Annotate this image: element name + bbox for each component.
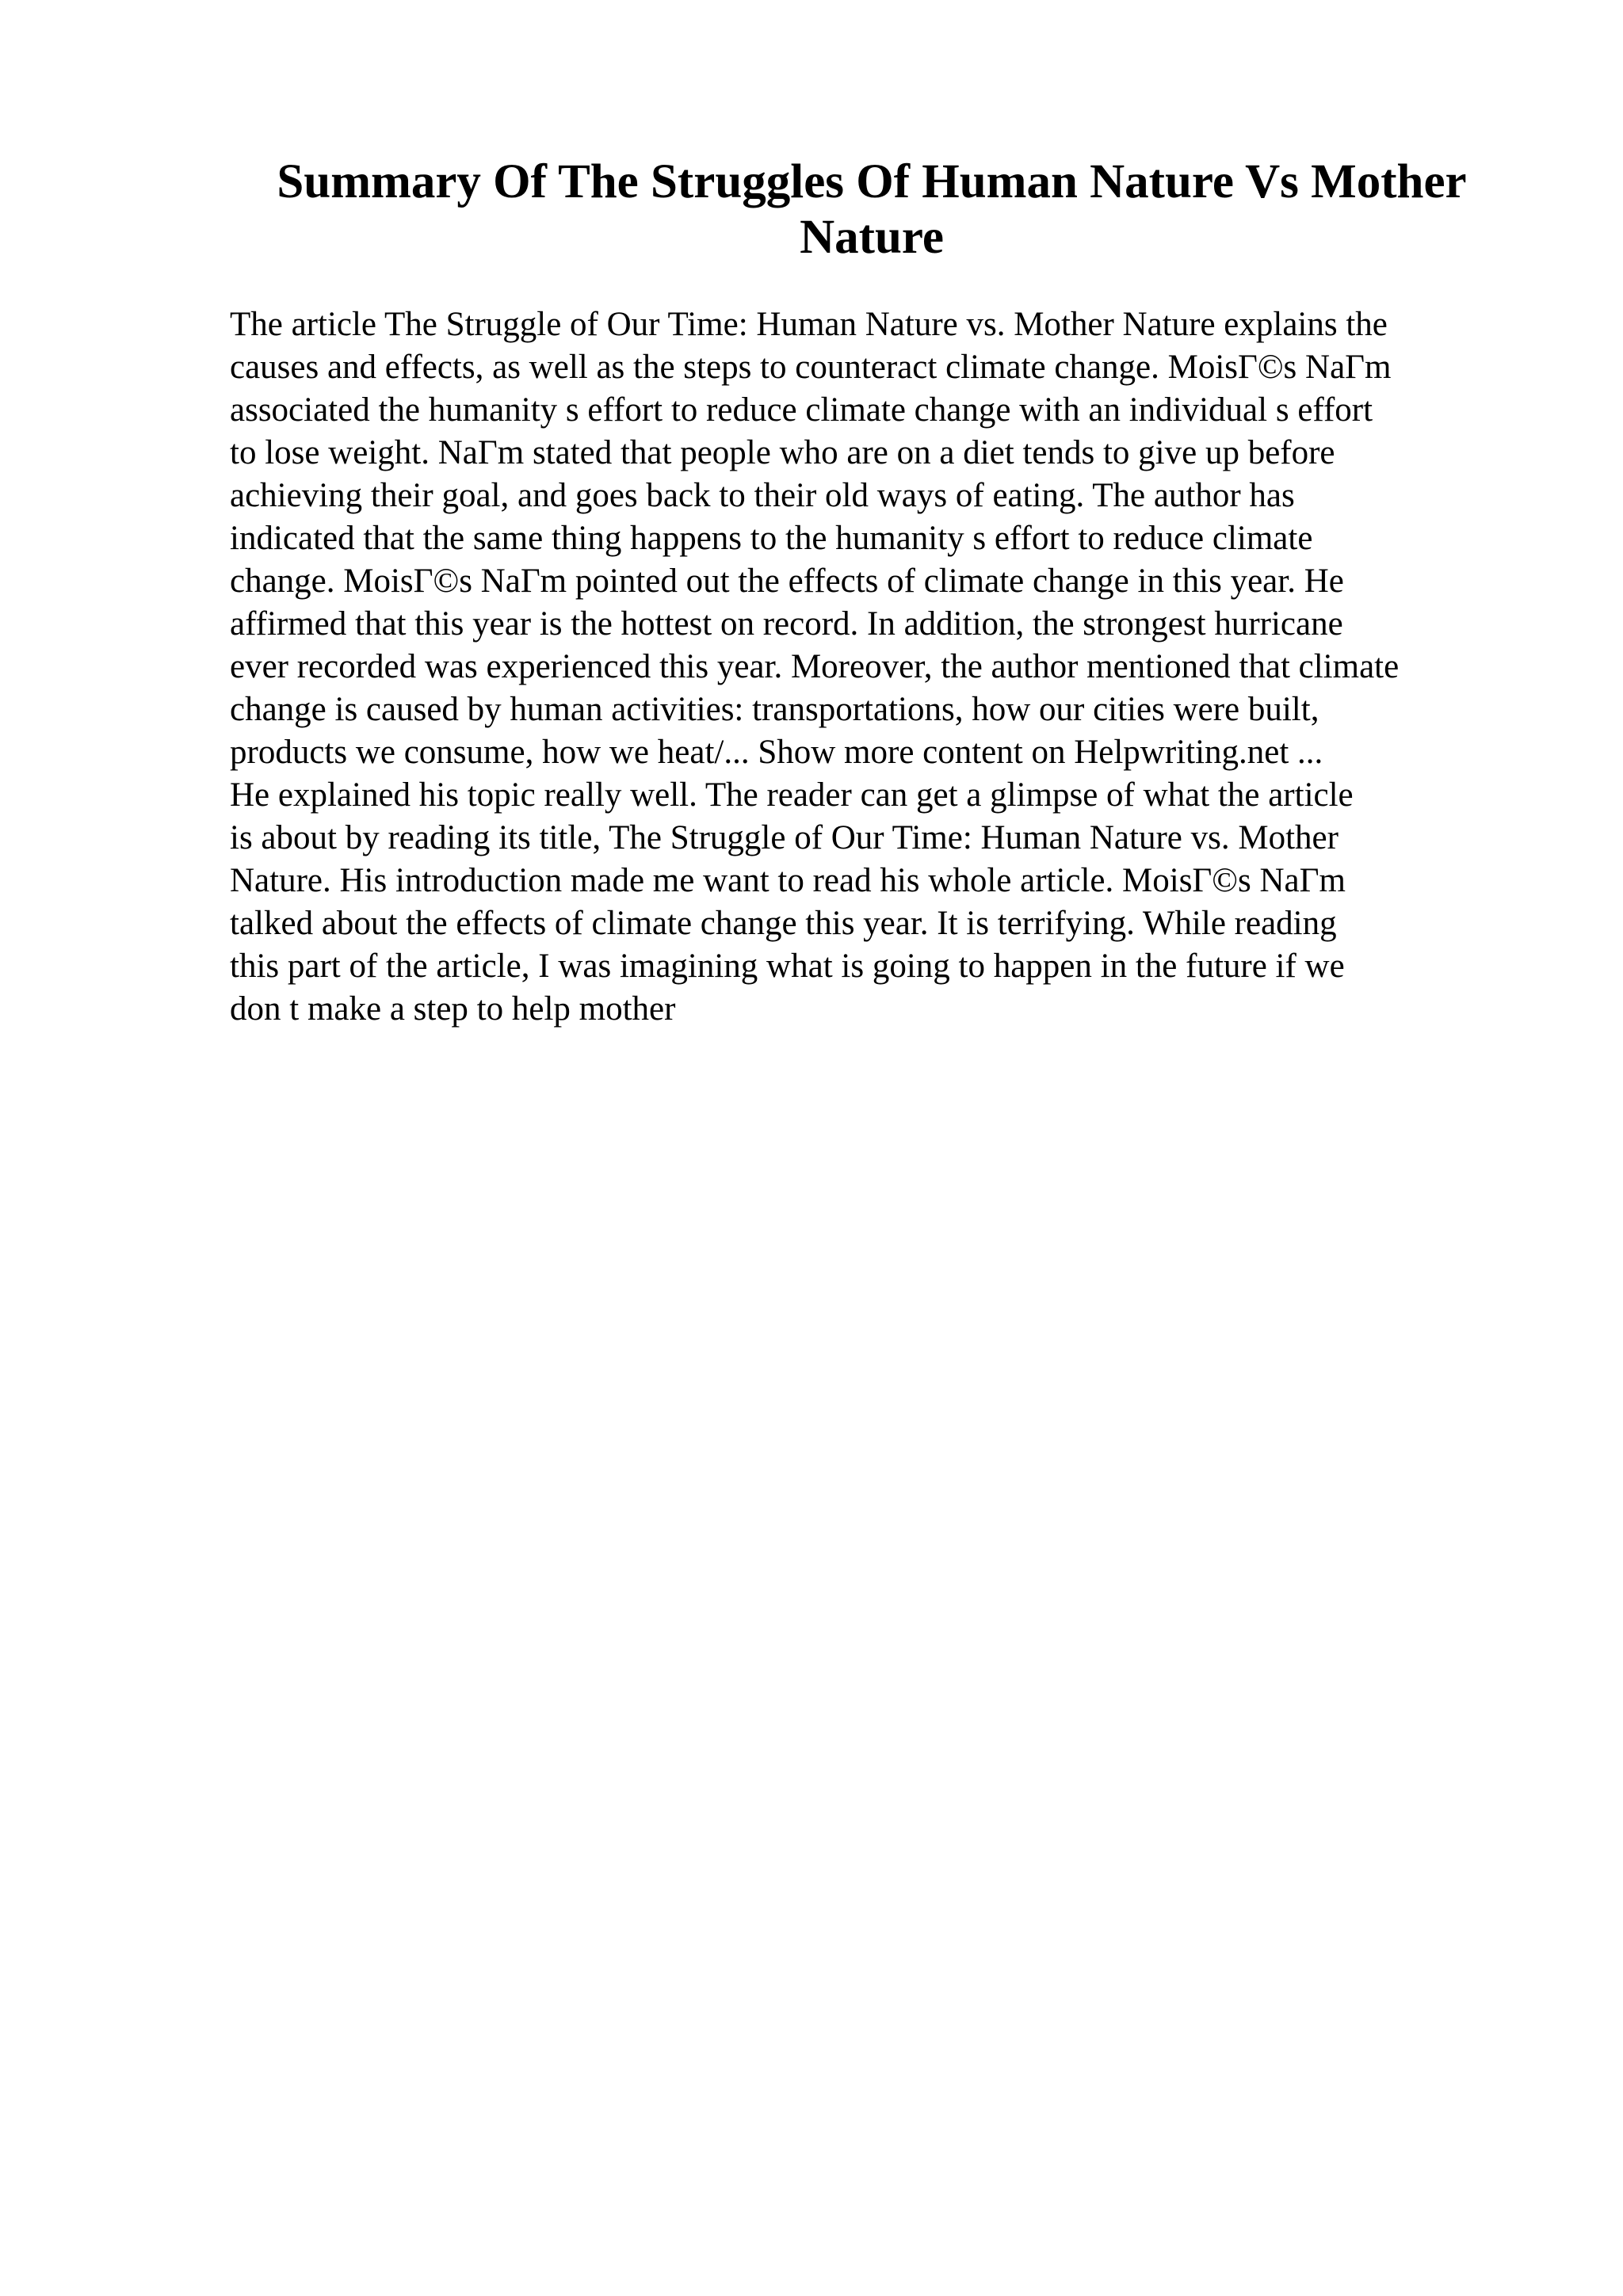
body-line: is about by reading its title, The Struggle of Our Time: Human Nature vs. Mother (230, 819, 1338, 856)
body-line: associated the humanity s effort to reduce climate change with an individual s effort (230, 391, 1373, 429)
body-line: causes and effects, as well as the steps to counteract climate change. MoisΓ©s NaΓm (230, 349, 1392, 386)
body-line: change is caused by human activities: transportations, how our cities were built, (230, 691, 1319, 728)
body-line: don t make a step to help mother (230, 990, 676, 1028)
body-line: He explained his topic really well. The reader can get a glimpse of what the article (230, 776, 1354, 814)
body-line: affirmed that this year is the hottest on record. In addition, the strongest hurricane (230, 605, 1343, 643)
body-line: Nature. His introduction made me want to read his whole article. MoisΓ©s NaΓm (230, 862, 1346, 899)
document-title (238, 154, 1506, 265)
title-line: Summary Of The Struggles Of Human Nature Vs Mother (277, 155, 1467, 208)
body-line: this part of the article, I was imagining what is going to happen in the future if we (230, 948, 1345, 985)
article-body (230, 303, 1537, 1031)
body-line: to lose weight. NaΓm stated that people who are on a diet tends to give up before (230, 434, 1335, 471)
body-line: indicated that the same thing happens to the humanity s effort to reduce climate (230, 520, 1313, 557)
body-line: change. MoisΓ©s NaΓm pointed out the effects of climate change in this year. He (230, 563, 1344, 600)
body-line: products we consume, how we heat/... Show more content on Helpwriting.net ... (230, 734, 1323, 771)
body-line: The article The Struggle of Our Time: Human Nature vs. Mother Nature explains the (230, 306, 1388, 343)
body-line: talked about the effects of climate change this year. It is terrifying. While reading (230, 905, 1337, 942)
title-line: Nature (800, 211, 944, 264)
body-line: achieving their goal, and goes back to their old ways of eating. The author has (230, 477, 1295, 514)
body-line: ever recorded was experienced this year. Moreover, the author mentioned that climate (230, 648, 1400, 685)
